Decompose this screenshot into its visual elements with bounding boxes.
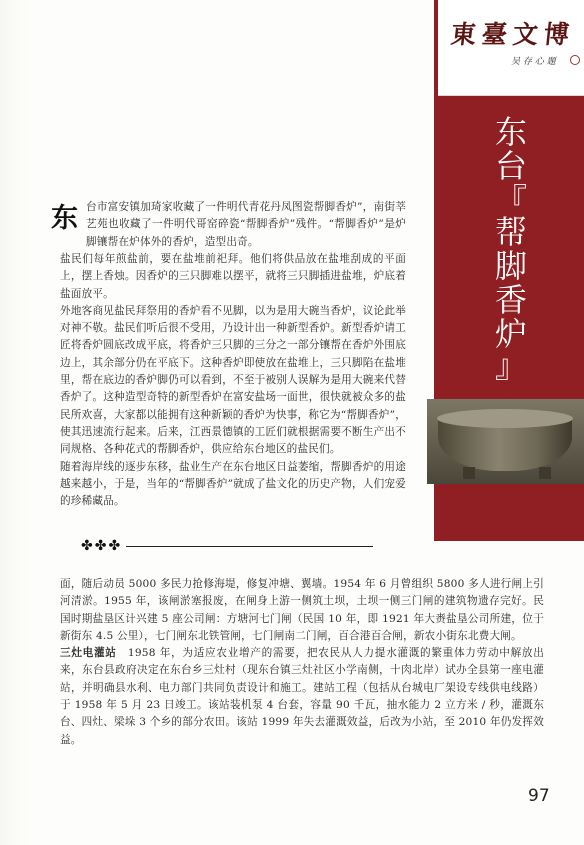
logo-char: 臺 <box>480 20 509 49</box>
lower-paragraph <box>60 645 544 749</box>
lower-paragraph-text: 面，随后动员 5000 多民力抢修海堤，修复冲塘、翼墙。1954 年 6 月曾组织 5800 多人进行闸上引河清淤。1955 年，该闸淤塞报废，在闸身上游一侧筑土坝，土坝一侧三门闸的建筑物遗存完好。民国时期盐垦区计兴建 5 座公司闸：方塘河七门闸（民国 10 年，即 1921 年大赉盐垦公司所建，位于新街东 4.5 公里），七门闸东北铁管闸，七门闸南二门闸，百合港百合闸，新农小街东北费大闸。 <box>60 578 544 642</box>
page-gutter-shadow <box>0 0 30 845</box>
drop-cap: 东 <box>51 203 78 234</box>
body-paragraph: 盐民们每年煎盐前，要在盐堆前祀拜。他们将供品放在盐堆刮成的平面上，摆上香烛。因香炉的三只脚难以摆平，就将三只脚插进盐堆，炉底着盐面放平。 <box>60 253 406 300</box>
logo-char: 東 <box>449 20 478 49</box>
intro-text: 台市富安镇加琦家收藏了一件明代青花丹凤图瓷帮脚香炉”，南街莘艺苑也收藏了一件明代哥窑碎瓷“帮脚香炉”残件。“帮脚香炉”是炉脚镶帮在炉体外的香炉，造型出奇。 <box>86 201 406 248</box>
section-divider <box>81 538 373 554</box>
title-char: 』 <box>494 347 527 385</box>
body-paragraph: 外地客商见盐民拜祭用的香炉看不见脚，以为是用大碗当香炉，议论此举对神不敬。盐民们听后很不受用，乃设计出一种新型香炉。新型香炉请工匠将香炉圆底改成平底，将香炉三只脚的三分之一部分镶帮在香炉外围底边上，其余部分仍在平底下。这种香炉即使放在盐堆上，三只脚陷在盐堆里，帮在底边的香炉脚仍可以看到，不至于被别人误解为是用大碗来代替香炉了。这种造型奇特的新型香炉在富安盐场一面世，很快就被众多的盐民所欢喜，大家都以能拥有这种新颖的香炉为快事，称它为“帮脚香炉”，使其迅速流行起来。后来，江西景德镇的工匠们就根据需要不断生产出不同规格、各种花式的帮脚香炉，供应给东台地区的盐民们。 <box>60 304 406 456</box>
divider-ornament: ✤✤✤ <box>81 538 123 554</box>
title-char: 帮 <box>494 213 527 251</box>
article-body <box>60 251 406 510</box>
logo-char: 文 <box>511 20 540 49</box>
title-char: 东 <box>494 113 527 151</box>
title-char: 『 <box>494 181 527 219</box>
body-paragraph: 随着海岸线的逐步东移，盐业生产在东台地区日益萎缩，帮脚香炉的用途越来越小，于是，当年的“帮脚香炉”就成了盐文化的历史产物，人们宠爱的珍稀藏品。 <box>60 460 406 508</box>
title-char: 台 <box>494 147 527 185</box>
section-lead: 三灶电灌站 <box>60 647 117 660</box>
lower-paragraph-text: 1958 年，为适应农业增产的需要，把农民从人力提水灌溉的繁重体力劳动中解放出来，东台县政府决定在东台乡三灶村（现东台镇三灶社区小学南侧，十肉北岸）试办全县第一座电灌站，并明确县水利、电力部门共同负责设计和施工。建站工程（包括从台城电厂架设专线供电线路）于 1958 年 5 月 23 日竣工。该站装机泵 4 台套，容量 90 千瓦，抽水能力 2 立方米 / 秒，灌溉东台、四灶、梁垛 3 个乡的部分农田。该站 1999 年失去灌溉效益，后改为小站，至 2010 年仍发挥效益。 <box>60 647 545 746</box>
title-char: 炉 <box>494 315 527 353</box>
lower-paragraph <box>60 576 544 645</box>
logo-signature: 吴 存 心 題 <box>511 57 556 67</box>
page-number: 97 <box>528 786 550 806</box>
article-title <box>469 113 553 385</box>
title-char: 脚 <box>494 247 527 285</box>
logo-calligraphy <box>451 16 569 50</box>
censer-photo <box>427 399 584 484</box>
seal-stamp <box>570 55 580 65</box>
title-char: 香 <box>494 281 527 319</box>
intro-paragraph <box>86 199 406 251</box>
logo-char: 博 <box>542 20 571 49</box>
lower-body <box>60 576 544 749</box>
